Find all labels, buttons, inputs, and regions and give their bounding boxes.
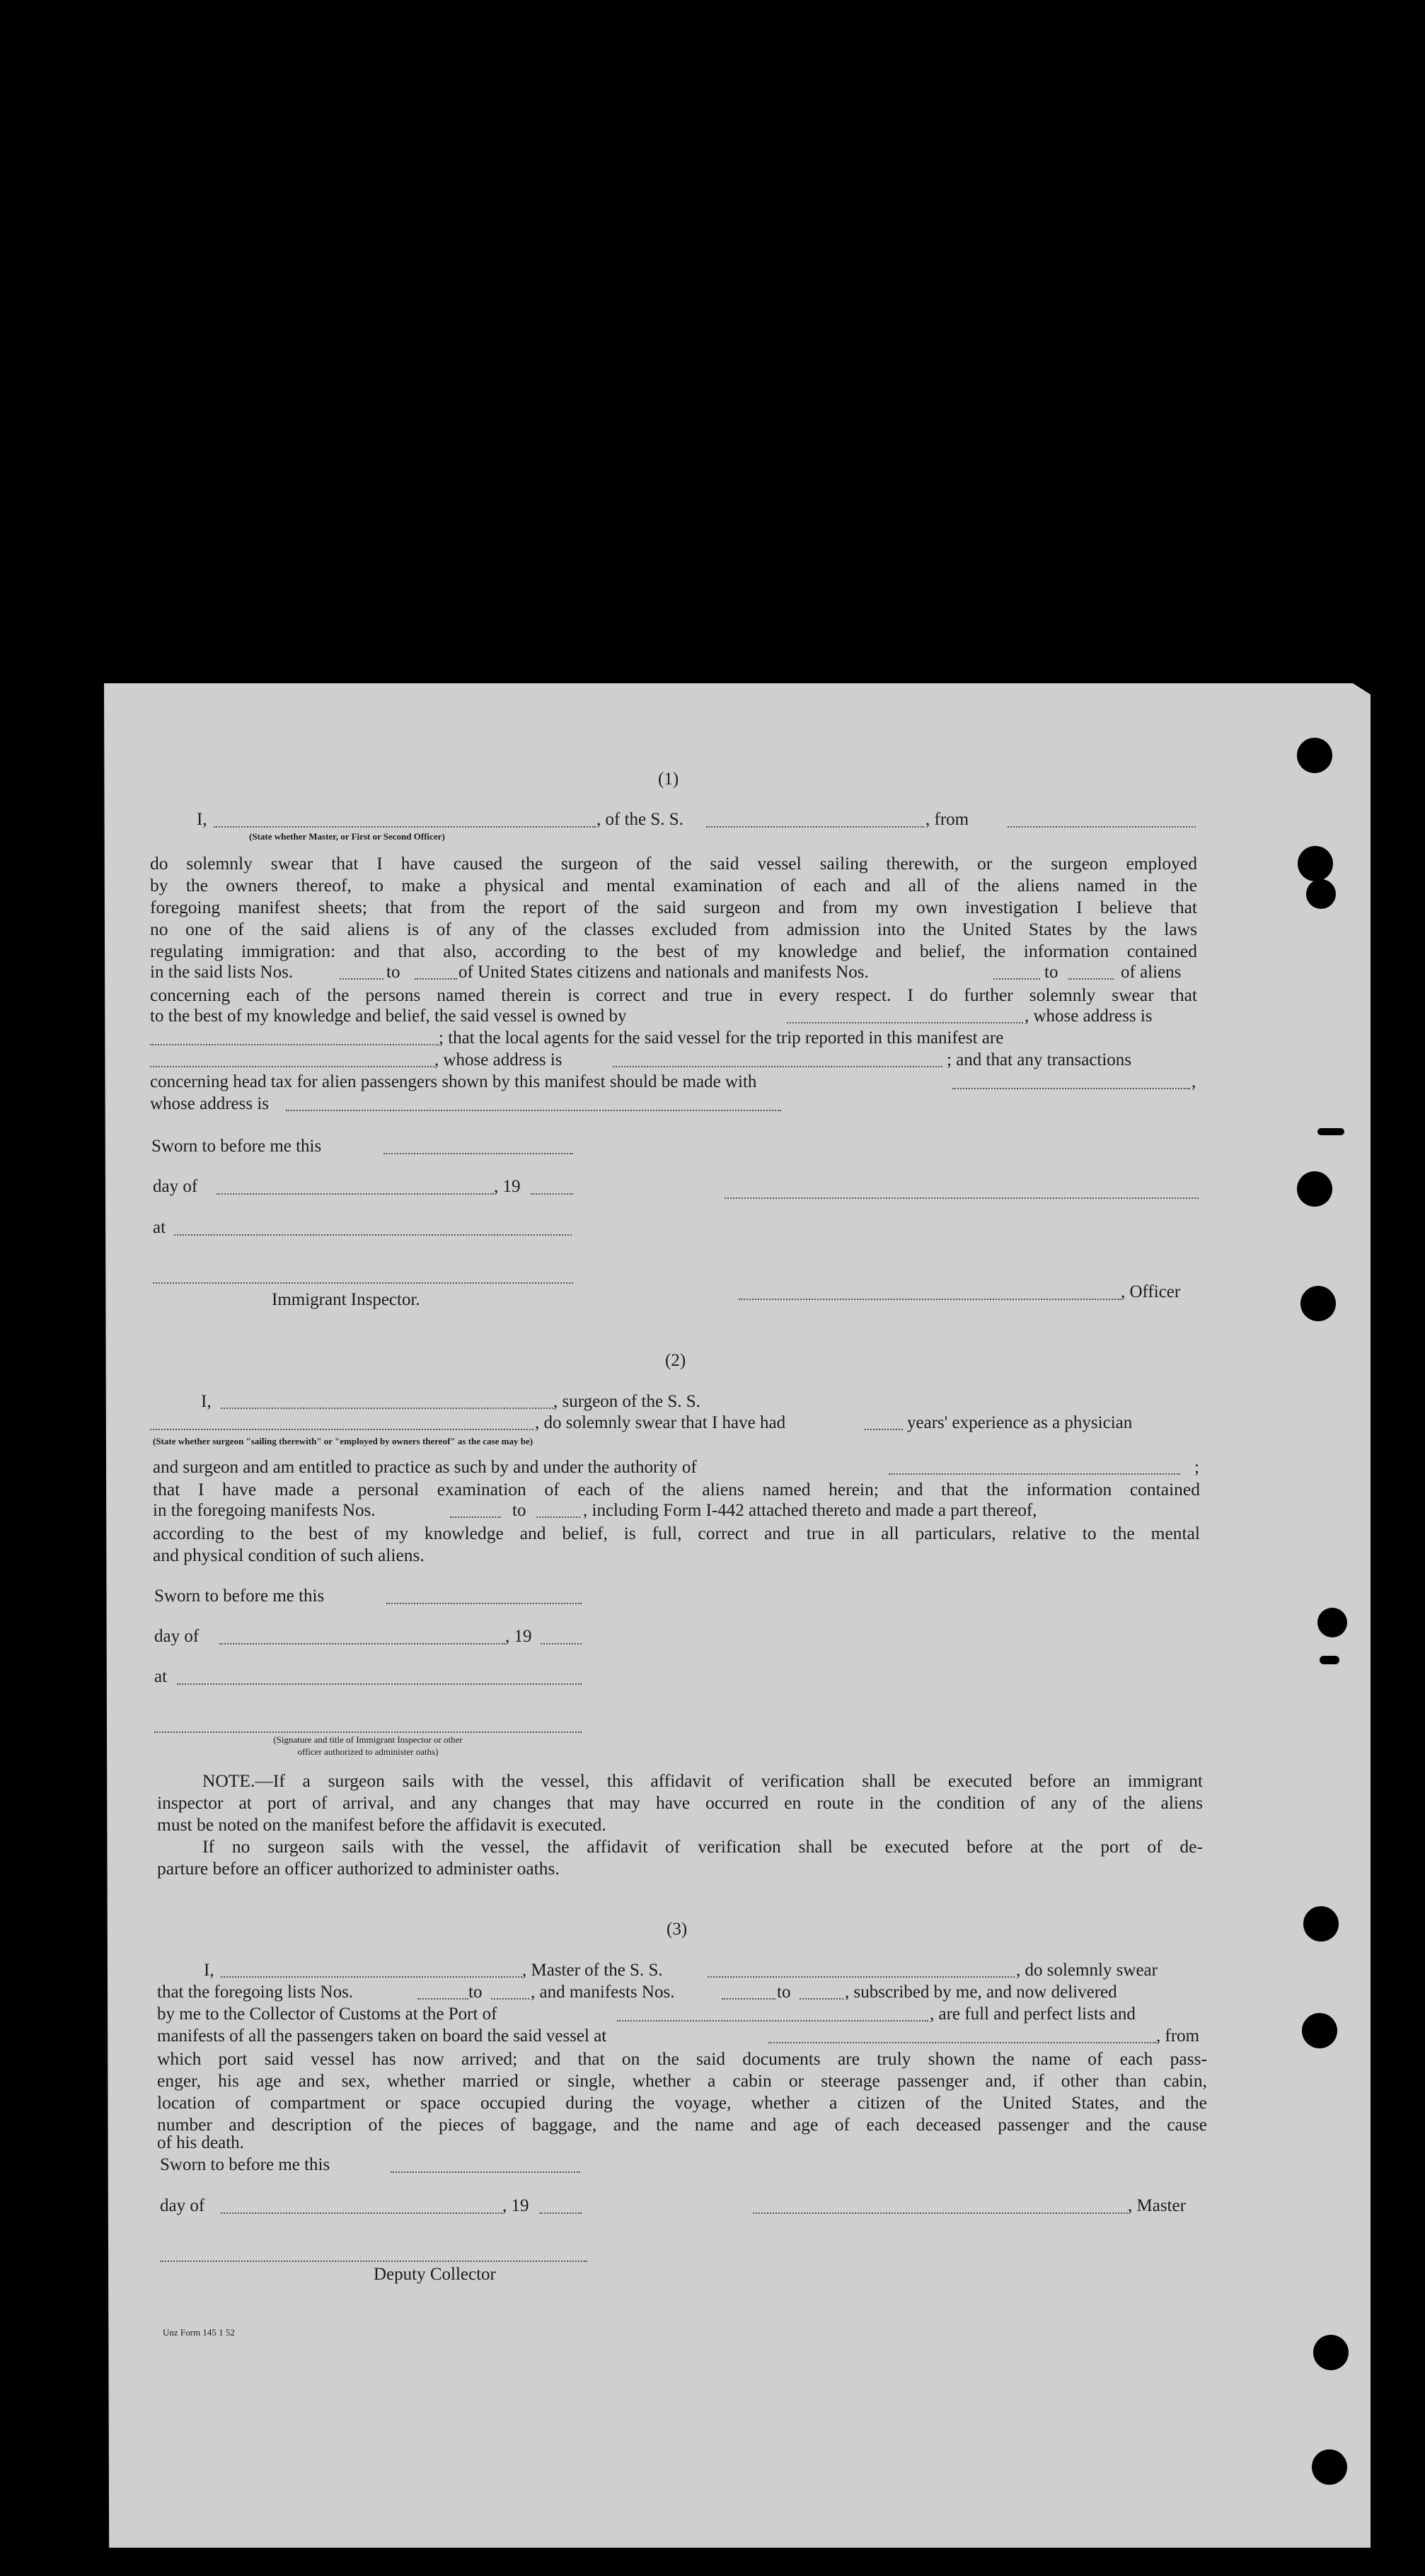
s1-l9: ; that the local agents for the said vessel for the trip reported in this manifest are	[439, 1028, 1004, 1048]
s1-of-ss: , of the S. S.	[596, 810, 683, 829]
s3-l1b: to	[468, 1983, 483, 2002]
punch-hole	[1298, 846, 1333, 881]
s1-line: foregoing manifest sheets; that from the report of the said surgeon and from my own investigation I believe that	[150, 897, 1197, 917]
vessel-name-blank	[706, 826, 924, 828]
authority-blank	[889, 1473, 1180, 1475]
head-tax-address-blank	[286, 1110, 781, 1111]
s3-dayof: day of	[160, 2196, 205, 2215]
s1-sworn: Sworn to before me this	[151, 1137, 322, 1156]
s2-sworn: Sworn to before me this	[154, 1586, 325, 1606]
punch-hole	[1302, 2013, 1337, 2048]
s2-manifest-to-blank	[536, 1516, 580, 1518]
s3-year-blank	[539, 2212, 582, 2214]
s3-manifest-to-blank	[800, 1998, 843, 2000]
s1-year-blank	[531, 1193, 573, 1195]
port-from-blank	[1008, 826, 1196, 828]
punch-hole	[1297, 1171, 1332, 1207]
punch-hole	[1317, 1128, 1344, 1135]
s3-sworn: Sworn to before me this	[160, 2155, 330, 2174]
s1-month-blank	[217, 1193, 494, 1195]
s1-l11b: ,	[1192, 1072, 1196, 1091]
surgeon-status-blank	[150, 1429, 533, 1430]
s2-l3b: to	[512, 1501, 526, 1520]
form-number: Unz Form 145 1 52	[163, 2327, 235, 2338]
s1-inspector: Immigrant Inspector.	[272, 1290, 420, 1309]
s1-officer: , Officer	[1121, 1282, 1181, 1301]
s3-l1d: to	[777, 1983, 791, 2002]
list-from-blank	[340, 978, 383, 980]
s3-paragraph: which port said vessel has now arrived; and that on the said documents are truly shown the name of each pass- enger, his age and sex, whether married or single, whether a cabin or steerage passenger and, if other than cabin, location of compartment or space occupied during the voyage, whether a citizen of the United States, and the number and description of the pieces of baggage, and the name and age of each deceased passenger and the cause	[157, 2048, 1207, 2135]
s1-l6c: of United States citizens and nationals and manifests Nos.	[458, 963, 869, 982]
s3-l1e: , subscribed by me, and now delivered	[845, 1983, 1117, 2002]
s3-master-sig: , Master	[1128, 2196, 1186, 2215]
s3-sworn-day-blank	[391, 2171, 580, 2173]
s3-month-blank	[221, 2212, 502, 2214]
punch-hole	[1306, 879, 1336, 909]
s3-year: , 19	[502, 2196, 529, 2215]
s2-year-blank	[541, 1643, 582, 1644]
punch-hole	[1320, 1656, 1339, 1664]
section-1-number: (1)	[658, 770, 679, 789]
s2-swear-b: years' experience as a physician	[907, 1413, 1133, 1432]
s1-i: I,	[197, 810, 207, 829]
agents-address-blank	[613, 1066, 942, 1067]
s1-line: by the owners thereof, to make a physical and mental examination of each and all of the aliens named in the	[150, 875, 1197, 895]
s2-at: at	[154, 1667, 168, 1686]
s1-officer-signature-line	[725, 1197, 1199, 1199]
s3-l3a: manifests of all the passengers taken on board the said vessel at	[157, 2026, 607, 2046]
s3-manifest-from-blank	[722, 1998, 775, 2000]
s1-paragraph	[150, 852, 1197, 962]
s3-master-name-blank	[221, 1976, 522, 1978]
punch-hole	[1303, 1906, 1339, 1942]
manifest-from-blank	[993, 978, 1040, 980]
s2-l3a: in the foregoing manifests Nos.	[153, 1501, 376, 1520]
head-tax-agent-blank	[952, 1088, 1190, 1089]
punch-hole	[1312, 2449, 1347, 2485]
s1-l11a: concerning head tax for alien passengers shown by this manifest should be made with	[150, 1072, 757, 1091]
s1-l6e: of aliens	[1121, 963, 1182, 982]
s1-line-7: concerning each of the persons named therein is correct and true in every respect. I do further solemnly swear that	[150, 985, 1197, 1005]
owner-address-blank	[150, 1044, 439, 1045]
s2-l1a: and surgeon and am entitled to practice as such by and under the authority of	[153, 1458, 697, 1477]
s1-l12: whose address is	[150, 1094, 270, 1113]
s3-collector-signature-line	[160, 2261, 587, 2262]
punch-hole	[1317, 1608, 1347, 1637]
section-3-number: (3)	[667, 1920, 688, 1939]
s2-signature-line	[154, 1731, 582, 1733]
punch-hole	[1300, 1286, 1336, 1321]
s3-swear: , do solemnly swear	[1016, 1961, 1158, 1980]
s3-vessel-blank	[708, 1976, 1015, 1978]
s1-from: , from	[925, 810, 969, 829]
s1-sworn-day-blank	[383, 1153, 573, 1154]
s3-l2b: , are full and perfect lists and	[930, 2004, 1136, 2024]
s1-l6a: in the said lists Nos.	[150, 963, 294, 982]
s1-dayof: day of	[153, 1177, 198, 1196]
s3-list-to-blank	[491, 1998, 529, 2000]
s2-line-2: that I have made a personal examination of each of the aliens named herein; and that the information contained	[153, 1479, 1200, 1499]
s1-officer-name-line	[739, 1299, 1121, 1300]
s2-sworn-day-blank	[386, 1603, 582, 1604]
s2-status-note: (State whether surgeon "sailing therewith" or "employed by owners thereof" as the case may be)	[153, 1436, 533, 1446]
s3-master-signature-line	[753, 2212, 1128, 2214]
s3-port-boarded-blank	[768, 2042, 1156, 2043]
s2-note: NOTE.—If a surgeon sails with the vessel, this affidavit of verification shall be executed before an immigrant inspector at port of arrival, and any changes that may have occurred en route in the condition of any of the aliens must be noted on the manifest before the affidavit is executed. If no surgeon sails with the vessel, the affidavit of verification shall be executed before at the port of de- parture before an officer authorized to administer oaths.	[157, 1770, 1203, 1879]
s3-master: , Master of the S. S.	[522, 1961, 663, 1980]
s1-l8a: to the best of my knowledge and belief, the said vessel is owned by	[150, 1006, 627, 1026]
s3-i: I,	[204, 1961, 214, 1980]
s2-month-blank	[219, 1643, 505, 1644]
s1-title-note: (State whether Master, or First or Second Officer)	[249, 831, 445, 842]
s1-line: regulating immigration: and that also, according to the best of my knowledge and belief, the information contained	[150, 941, 1197, 961]
s1-line: no one of the said aliens is of any of the classes excluded from admission into the United States by the laws	[150, 919, 1197, 939]
s1-l8b: , whose address is	[1025, 1006, 1153, 1026]
s3-l2a: by me to the Collector of Customs at the Port of	[157, 2004, 497, 2024]
s3-port-blank	[617, 2020, 928, 2021]
s3-list-from-blank	[417, 1998, 468, 2000]
s2-swear-a: , do solemnly swear that I have had	[535, 1413, 786, 1432]
s1-year: , 19	[494, 1177, 521, 1196]
s1-l10b: ; and that any transactions	[947, 1050, 1132, 1069]
s2-i: I,	[201, 1392, 212, 1411]
s3-l1c: , and manifests Nos.	[531, 1983, 675, 2002]
section-2-number: (2)	[665, 1351, 686, 1370]
s1-l6d: to	[1044, 963, 1058, 982]
s1-line: do solemnly swear that I have caused the surgeon of the said vessel sailing therewith, or the surgeon employed	[150, 853, 1197, 874]
years-experience-blank	[865, 1429, 903, 1430]
owner-blank	[787, 1022, 1023, 1023]
s2-surgeon: , surgeon of the S. S.	[553, 1392, 700, 1411]
s1-at: at	[153, 1218, 166, 1237]
punch-hole	[1313, 2335, 1349, 2370]
s2-year: , 19	[505, 1627, 532, 1646]
s3-deputy: Deputy Collector	[374, 2265, 496, 2284]
s1-l10a: , whose address is	[434, 1050, 562, 1069]
s2-dayof: day of	[154, 1627, 200, 1646]
manifest-to-blank	[1068, 978, 1114, 980]
s1-at-blank	[174, 1234, 572, 1236]
s3-l3b: , from	[1156, 2026, 1200, 2046]
officer-title-blank	[214, 826, 596, 828]
s2-lines-4-5: according to the best of my knowledge and belief, is full, correct and true in all particulars, relative to the mental and physical condition of such aliens.	[153, 1523, 1200, 1565]
s2-at-blank	[177, 1683, 582, 1685]
s2-l1b: ;	[1194, 1458, 1199, 1477]
s1-l6b: to	[386, 963, 400, 982]
s3-last-line: of his death.	[157, 2133, 244, 2152]
surgeon-name-blank	[221, 1408, 553, 1409]
s1-inspector-signature-line	[153, 1282, 573, 1284]
s2-l3c: , including Form I-442 attached thereto and made a part thereof,	[583, 1501, 1037, 1520]
list-to-blank	[415, 978, 457, 980]
s2-manifest-from-blank	[450, 1516, 501, 1518]
s3-l1a: that the foregoing lists Nos.	[157, 1983, 354, 2002]
punch-hole	[1297, 738, 1332, 773]
agents-blank	[150, 1066, 434, 1067]
s2-signature-caption-1: (Signature and title of Immigrant Inspector or other	[273, 1734, 463, 1745]
s2-signature-caption-2: officer authorized to administer oaths)	[297, 1746, 439, 1757]
